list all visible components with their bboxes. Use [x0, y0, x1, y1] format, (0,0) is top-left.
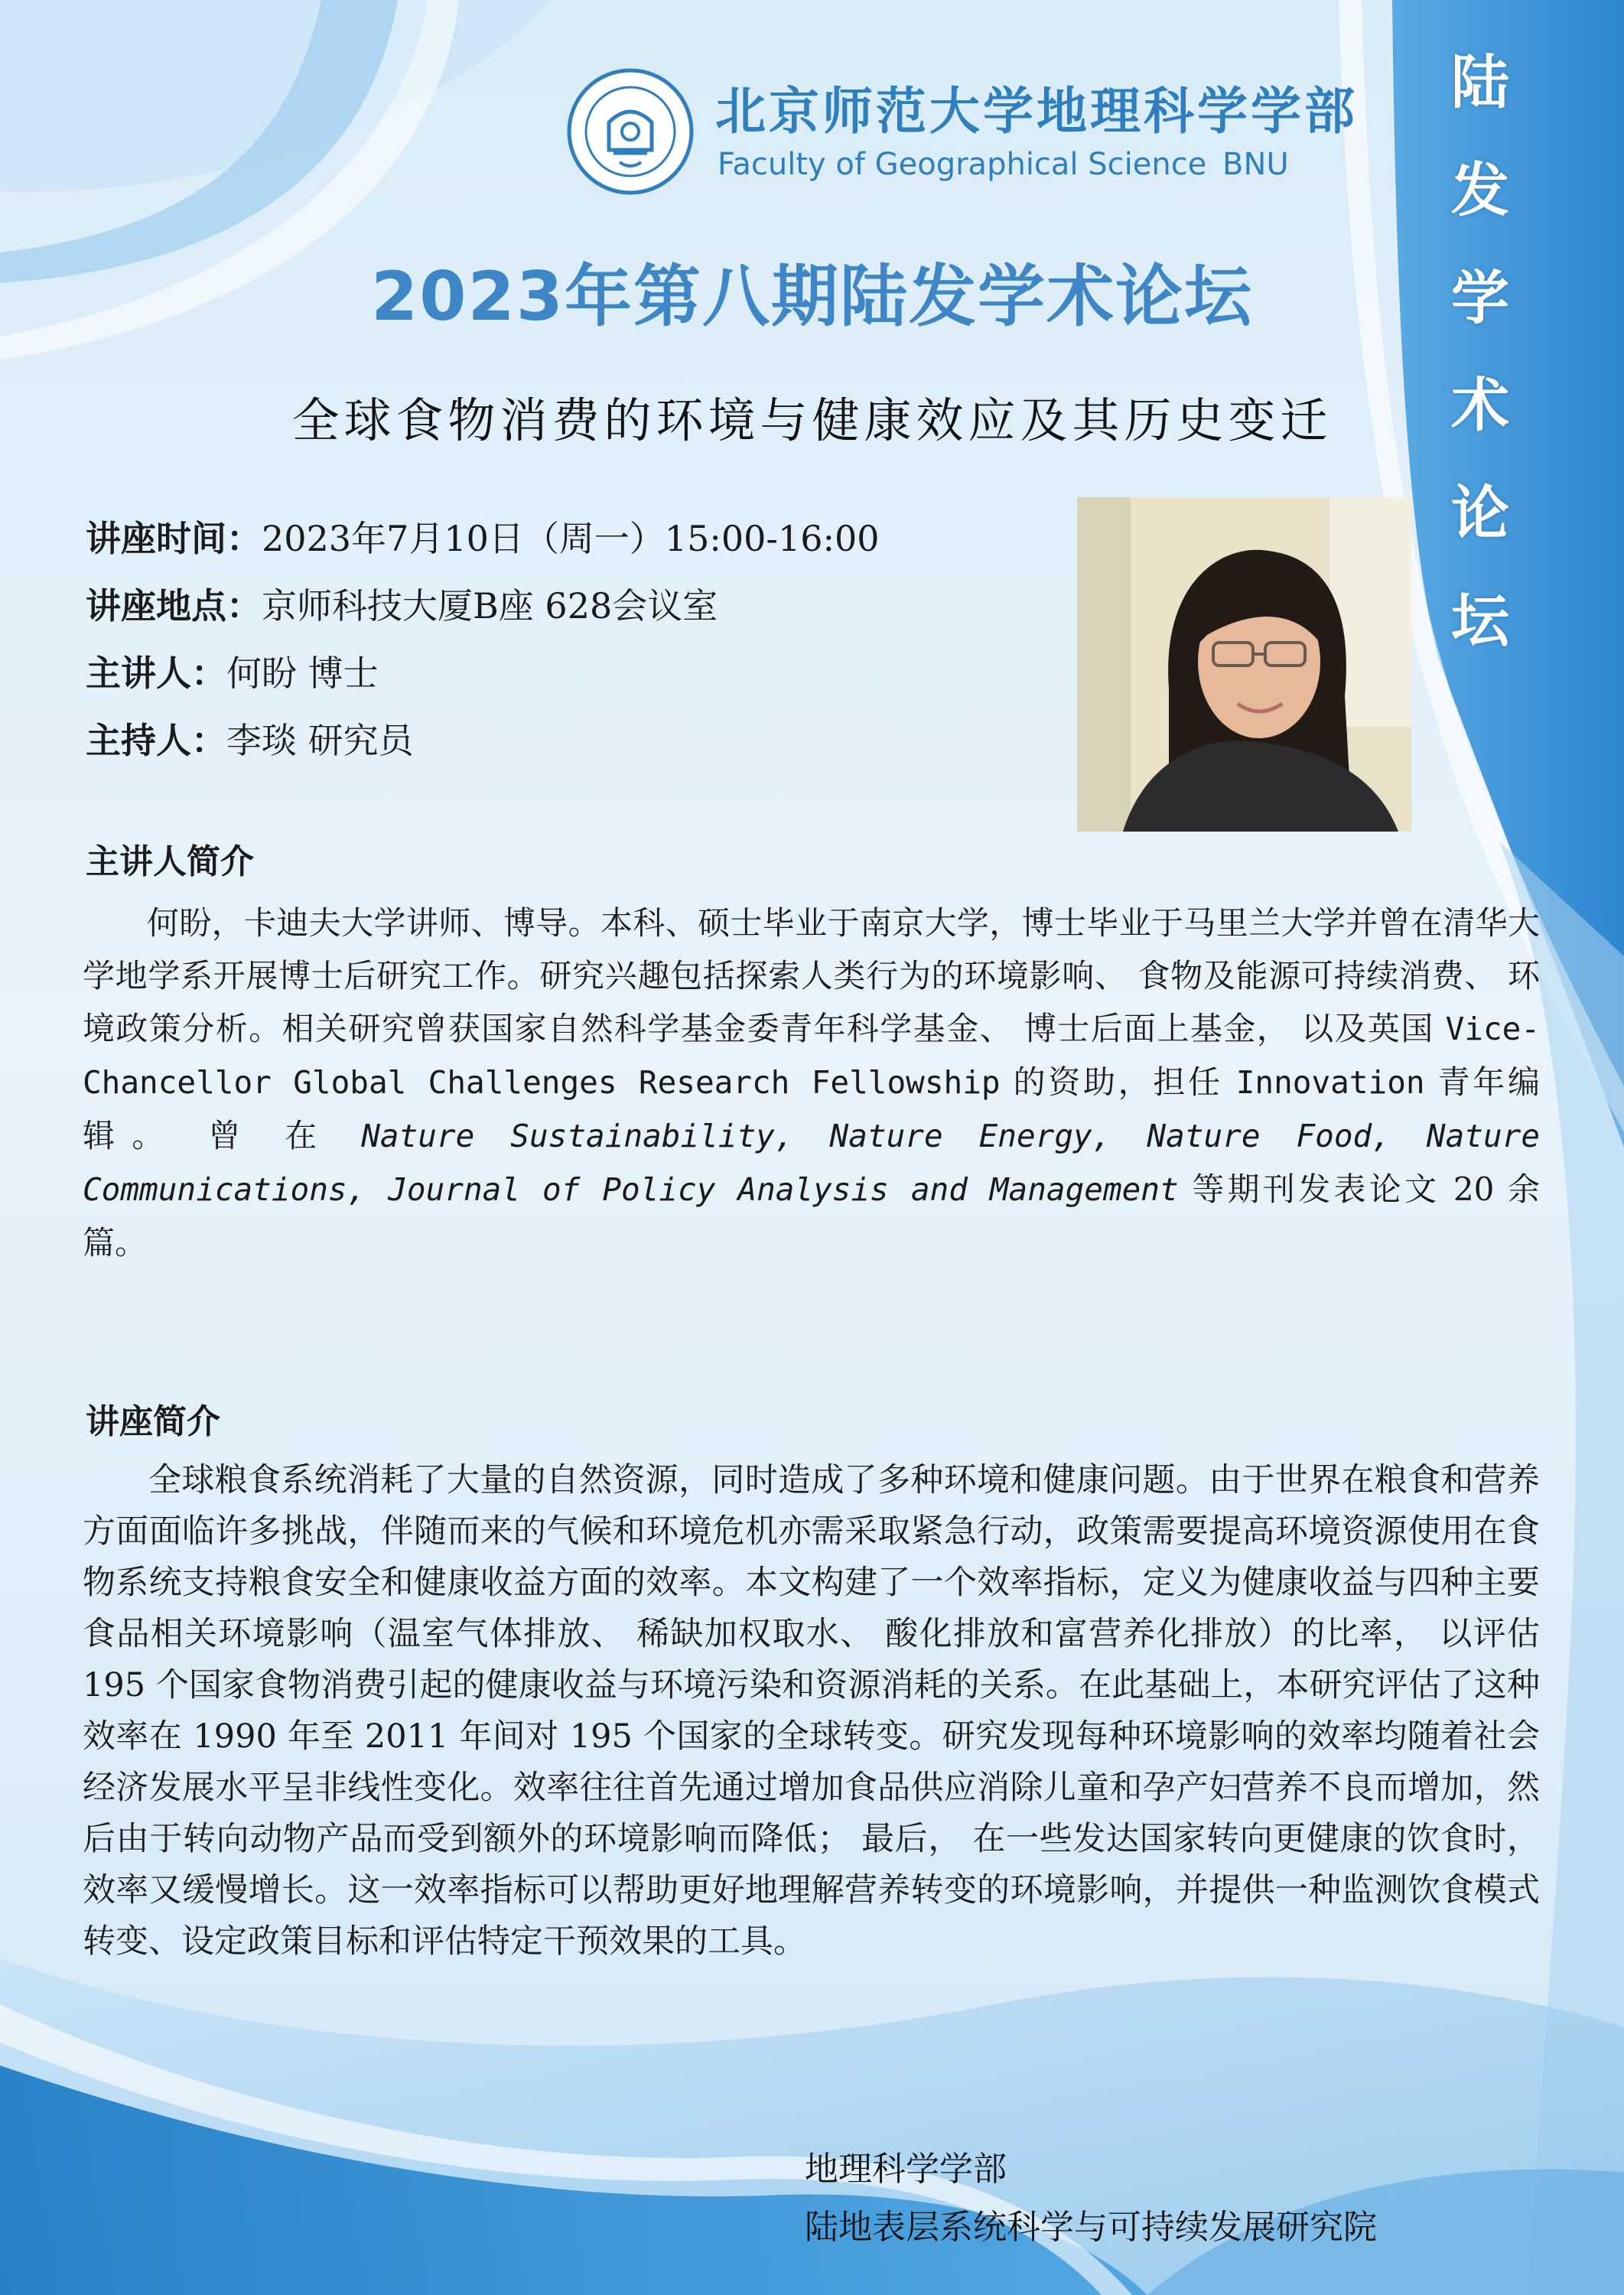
school-logo-block [566, 67, 1358, 197]
vertical-title-char: 术 [1451, 371, 1509, 440]
speaker-value: 何盼 博士 [226, 653, 379, 694]
bio-text: 青年编辑。 曾 在 [83, 1063, 1540, 1154]
organizers [805, 2140, 1608, 2257]
info-row-host [86, 707, 1042, 774]
speaker-photo [1077, 497, 1411, 832]
vertical-title-char: 坛 [1451, 586, 1509, 655]
organizer-line: 地理科学学部 [805, 2150, 1007, 2189]
lecture-abstract [83, 1455, 1540, 1968]
vertical-forum-title [1438, 48, 1522, 655]
place-label: 讲座地点： [86, 585, 262, 627]
forum-title: 2023年第八期陆发学术论坛 [371, 257, 1253, 336]
speaker-portrait-image [1077, 497, 1411, 832]
lecture-intro-heading: 讲座简介 [86, 1402, 220, 1441]
host-label: 主持人： [86, 720, 226, 761]
vertical-title-char: 论 [1451, 479, 1509, 548]
school-name-abbr: BNU [1222, 147, 1289, 182]
host-value: 李琰 研究员 [226, 720, 414, 761]
time-value: 2023年7月10日（周一）15:00-16:00 [262, 518, 880, 559]
speaker-bio-heading: 主讲人简介 [86, 842, 254, 881]
bio-fellowship: Vice-Chancellor Global Challenges Research Fellowship [83, 1011, 1540, 1101]
info-row-place [86, 572, 1042, 640]
lecture-title: 全球食物消费的环境与健康效应及其历史变迁 [291, 392, 1333, 448]
bio-journal-innovation: Innovation [1235, 1064, 1425, 1101]
info-row-time [86, 505, 1042, 572]
bio-journals: Nature Sustainability, Nature Energy, Nature Food, Nature Communications, Journal of Policy Analysis and Management [83, 1118, 1540, 1208]
time-label: 讲座时间： [86, 518, 262, 559]
bio-text: 的资助，担任 [1000, 1063, 1236, 1101]
vertical-title-char: 陆 [1451, 48, 1509, 116]
abstract-text: 全球粮食系统消耗了大量的自然资源，同时造成了多种环境和健康问题。由于世界在粮食和营养方面面临许多挑战，伴随而来的气候和环境危机亦需采取紧急行动，政策需要提高环境资源使用在食物系统支持粮食安全和健康收益方面的效率。本文构建了一个效率指标，定义为健康收益与四种主要食品相关环境影响（温室气体排放、 稀缺加权取水、 酸化排放和富营养化排放）的比率， 以评估 195 个国家食物消费引起的健康收益与环境污染和资源消耗的关系。在此基础上，本研究评估了这种效率在 1990 年至 2011 年间对 195 个国家的全球转变。研究发现每种环境影响的效率均随着社会经济发展水平呈非线性变化。效率往往首先通过增加食品供应消除儿童和孕产妇营养不良而增加，然后由于转向动物产品而受到额外的环境影响而降低； 最后， 在一些发达国家转向更健康的饮食时，效率又缓慢增长。这一效率指标可以帮助更好地理解营养转变的环境影响，并提供一种监测饮食模式转变、设定政策目标和评估特定干预效果的工具。 [83, 1461, 1540, 1961]
bio-text: 何盼，卡迪夫大学讲师、博导。本科、硕士毕业于南京大学，博士毕业于马里兰大学并曾在清华大学地学系开展博士后研究工作。研究兴趣包括探索人类行为的环境影响、 食物及能源可持续消费、 环境政策分析。相关研究曾获国家自然科学基金委青年科学基金、 博士后面上基金， 以及英国 [83, 904, 1540, 1047]
place-value: 京师科技大厦B座 628会议室 [262, 585, 718, 627]
school-name-cn: 北京师范大学地理科学学部 [715, 81, 1358, 141]
vertical-title-char: 发 [1451, 155, 1509, 224]
vertical-title-char: 学 [1451, 263, 1509, 332]
info-row-speaker [86, 640, 1042, 707]
school-name-en: Faculty of Geographical Science [718, 147, 1207, 182]
speaker-label: 主讲人： [86, 653, 226, 694]
organizer-line: 陆地表层系统科学与可持续发展研究院 [805, 2208, 1377, 2247]
bio-text: 等期刊发表论文 20 余篇。 [83, 1170, 1540, 1261]
school-seal-icon [566, 67, 695, 196]
speaker-bio [83, 897, 1540, 1269]
lecture-info [86, 505, 1042, 774]
